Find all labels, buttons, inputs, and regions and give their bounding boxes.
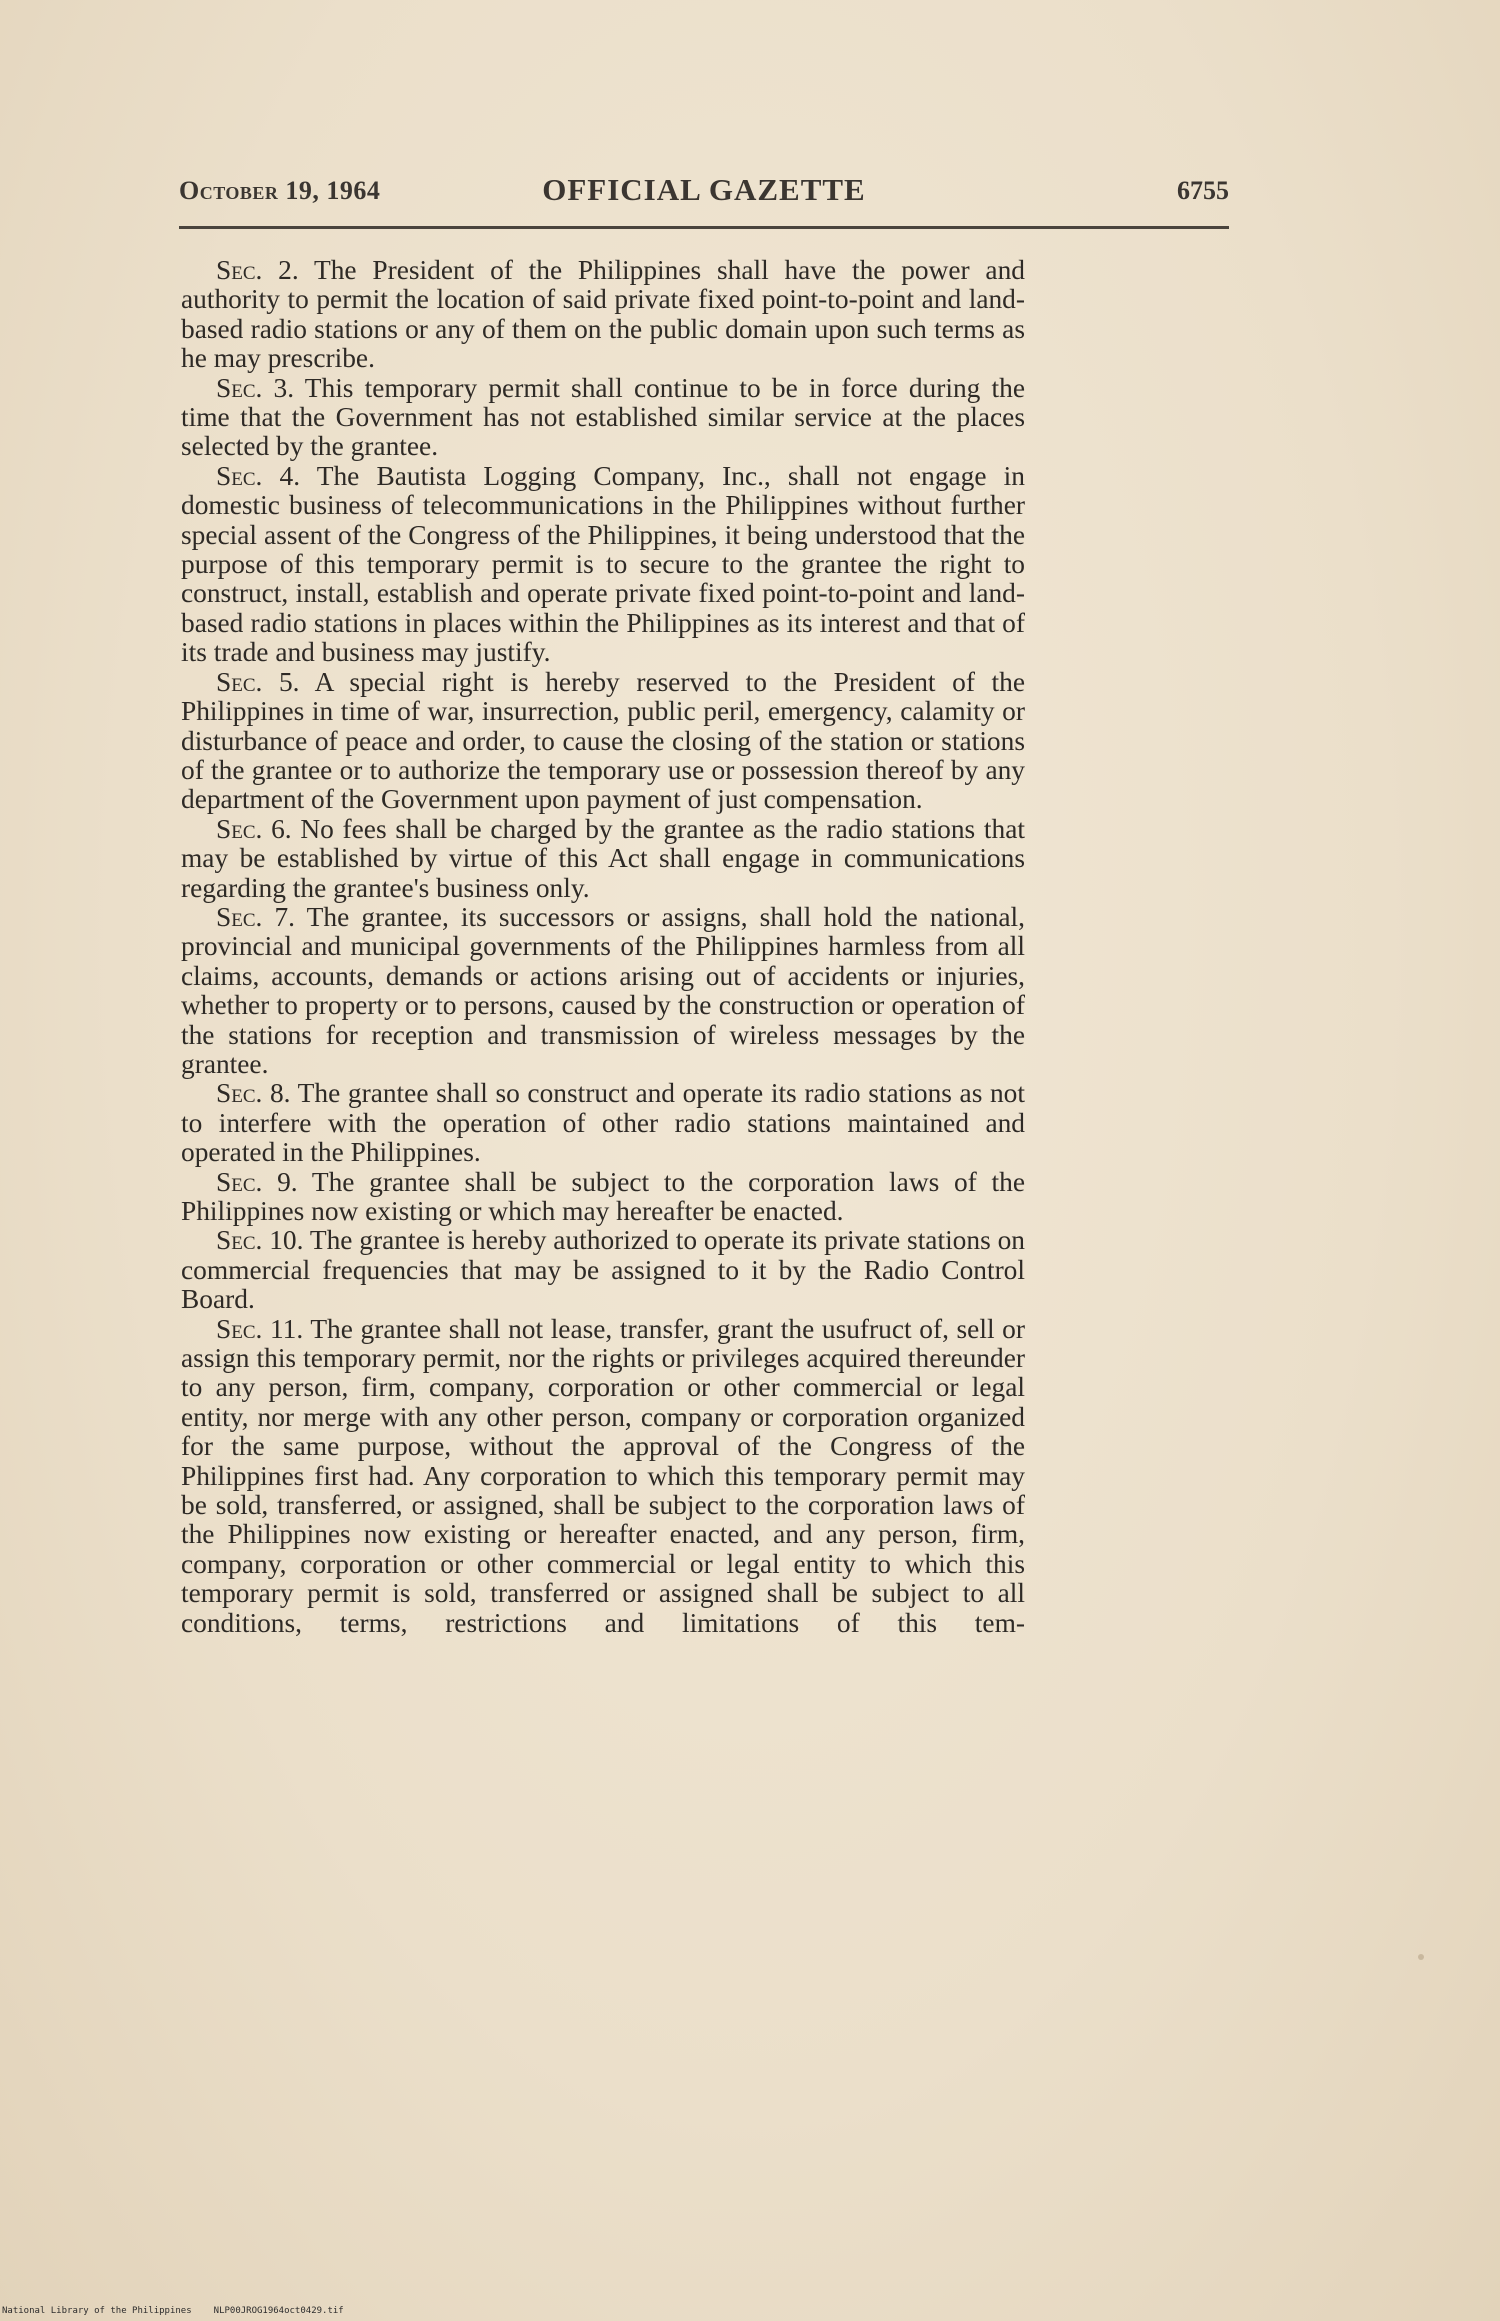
section-label: Sec. 11.	[216, 1313, 304, 1344]
header-page-number: 6755	[1177, 176, 1229, 205]
paper-spot	[1418, 1954, 1424, 1960]
section-6	[181, 815, 1025, 903]
section-label: Sec. 5.	[216, 666, 300, 697]
section-label: Sec. 6.	[216, 813, 292, 844]
section-text: The grantee shall so construct and operate its radio stations as not to interfere with the operation of other radio stations maintained and operated in the Philippines.	[181, 1078, 1025, 1168]
section-text: The grantee shall be subject to the corporation laws of the Philippines now existing or which may hereafter be enacted.	[181, 1166, 1025, 1226]
section-text: No fees shall be charged by the grantee as the radio stations that may be established by virtue of this Act shall engage in communications regarding the grantee's business only.	[181, 813, 1025, 903]
section-text: The grantee is hereby authorized to operate its private stations on commercial frequencies that may be assigned to it by the Radio Control Board.	[181, 1225, 1025, 1315]
section-4	[181, 462, 1025, 668]
section-5	[181, 668, 1025, 815]
footer-library: National Library of the Philippines	[2, 2306, 192, 2316]
section-label: Sec. 3.	[216, 372, 295, 403]
section-7	[181, 903, 1025, 1079]
scan-footer	[2, 2306, 366, 2316]
page-header	[179, 172, 1229, 212]
section-label: Sec. 7.	[216, 901, 296, 932]
footer-file-id: NLP00JROG1964oct0429.tif	[213, 2306, 344, 2316]
section-2	[181, 256, 1025, 374]
section-8	[181, 1079, 1025, 1167]
section-label: Sec. 8.	[216, 1078, 291, 1109]
section-text: This temporary permit shall continue to be in force during the time that the Government has not established similar service at the places selected by the grantee.	[181, 372, 1025, 462]
header-title: OFFICIAL GAZETTE	[542, 172, 866, 207]
section-text: The Bautista Logging Company, Inc., shall not engage in domestic business of telecommunications in the Philippines without further special assent of the Congress of the Philippines, it being understood that the purpose of this temporary permit is to secure to the grantee the right to construct, install, establish and operate private fixed point-to-point and land-based radio stations in places within the Philippines as its interest and that of its trade and business may justify.	[181, 460, 1025, 668]
section-label: Sec. 4.	[216, 460, 301, 491]
section-3	[181, 374, 1025, 462]
section-label: Sec. 9.	[216, 1166, 298, 1197]
header-date: October 19, 1964	[179, 176, 381, 205]
body-text	[181, 256, 1025, 1638]
section-label: Sec. 10.	[216, 1225, 304, 1256]
section-text: The grantee, its successors or assigns, shall hold the national, provincial and municipal governments of the Philippines harmless from all claims, accounts, demands or actions arising out of accidents or injuries, whether to property or to persons, caused by the construction or operation of the stations for reception and transmission of wireless messages by the grantee.	[181, 901, 1025, 1079]
section-9	[181, 1168, 1025, 1227]
section-11	[181, 1315, 1025, 1638]
section-label: Sec. 2.	[216, 255, 299, 285]
section-text: The grantee shall not lease, transfer, grant the usufruct of, sell or assign this temporary permit, nor the rights or privileges acquired thereunder to any person, firm, company, corporation or other commercial or legal entity, nor merge with any other person, company or corporation organized for the same purpose, without the approval of the Congress of the Philippines first had. Any corporation to which this temporary permit may be sold, transferred, or assigned, shall be subject to the corporation laws of the Philippines now existing or hereafter enacted, and any person, firm, company, corporation or other commercial or legal entity to which this temporary permit is sold, transferred or assigned shall be subject to all conditions, terms, restrictions and limitations of this tem-	[181, 1313, 1025, 1638]
section-10	[181, 1226, 1025, 1314]
section-text: The President of the Philippines shall have the power and authority to permit the location of said private fixed point-to-point and land-based radio stations or any of them on the public domain upon such terms as he may prescribe.	[181, 255, 1025, 374]
header-rule	[179, 226, 1229, 229]
section-text: A special right is hereby reserved to the President of the Philippines in time of war, insurrection, public peril, emergency, calamity or disturbance of peace and order, to cause the closing of the station or stations of the grantee or to authorize the temporary use or possession thereof by any department of the Government upon payment of just compensation.	[181, 666, 1025, 815]
